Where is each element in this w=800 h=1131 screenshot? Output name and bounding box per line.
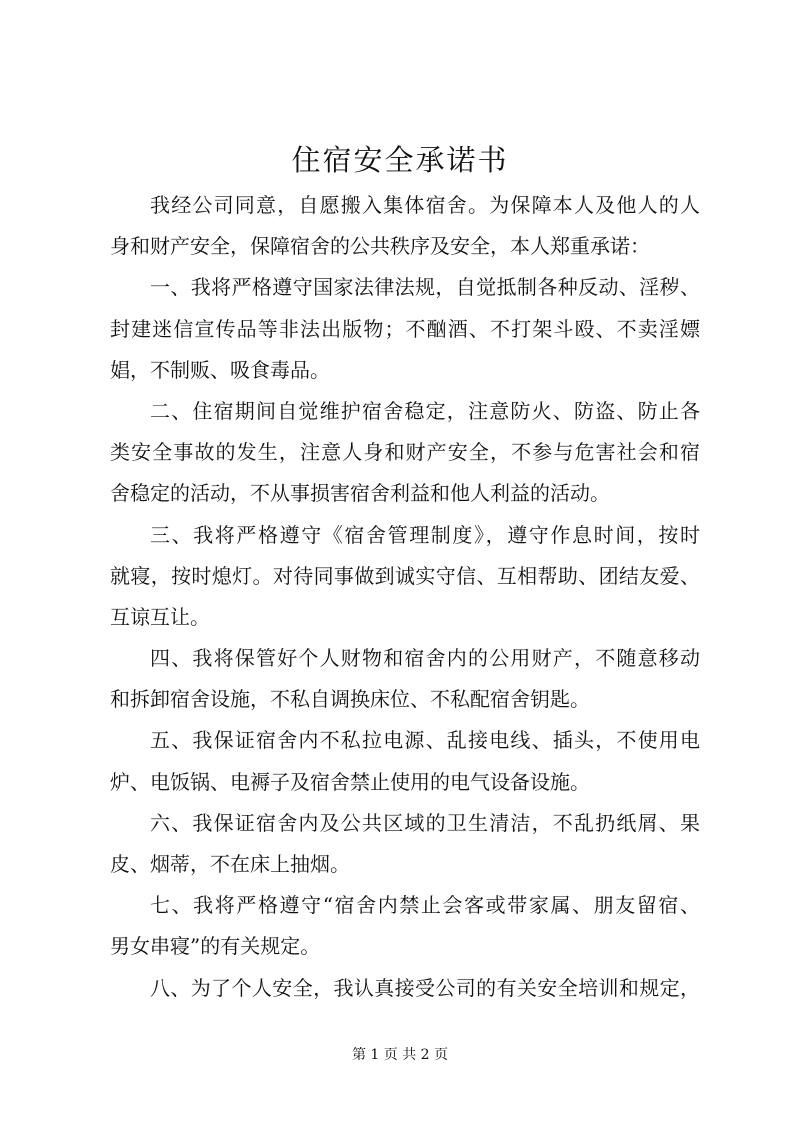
document-body (110, 185, 700, 1009)
text-line: 皮、烟蒂，不在床上抽烟。 (110, 852, 350, 876)
text-line: 炉、电饭锅、电褥子及宿舍禁止使用的电气设备设施。 (110, 769, 590, 794)
text-line: 八、为了个人安全，我认真接受公司的有关安全培训和规定， (150, 975, 700, 1000)
text-line: 身和财产安全，保障宿舍的公共秩序及安全，本人郑重承诺： (110, 234, 650, 259)
text-line: 男女串寝”的有关规定。 (110, 934, 321, 959)
text-line: 就寝，按时熄灯。对待同事做到诚实守信、互相帮助、团结友爱、 (110, 563, 700, 588)
text-line: 三、我将严格遵守《宿舍管理制度》，遵守作息时间，按时 (150, 522, 700, 547)
text-line: 我经公司同意，自愿搬入集体宿舍。为保障本人及他人的人 (150, 193, 700, 217)
text-line: 二、住宿期间自觉维护宿舍稳定，注意防火、防盗、防止各 (150, 398, 700, 423)
document-title: 住宿安全承诺书 (291, 143, 509, 177)
text-line: 四、我将保管好个人财物和宿舍内的公用财产，不随意移动 (150, 646, 700, 671)
text-line: 类安全事故的发生，注意人身和财产安全，不参与危害社会和宿 (110, 440, 700, 465)
page-footer: 第 1 页 共 2 页 (351, 1047, 449, 1063)
text-line: 封建迷信宣传品等非法出版物；不酗酒、不打架斗殴、不卖淫嫖 (110, 316, 700, 341)
text-line: 六、我保证宿舍内及公共区域的卫生清洁，不乱扔纸屑、果 (150, 810, 700, 835)
text-line: 七、我将严格遵守“宿舍内禁止会客或带家属、朋友留宿、 (150, 893, 700, 918)
text-line: 和拆卸宿舍设施，不私自调换床位、不私配宿舍钥匙。 (110, 687, 590, 712)
text-line: 舍稳定的活动，不从事损害宿舍利益和他人利益的活动。 (110, 481, 610, 506)
text-line: 娼，不制贩、吸食毒品。 (110, 357, 330, 382)
text-line: 互谅互让。 (110, 604, 210, 629)
text-line: 一、我将严格遵守国家法律法规，自觉抵制各种反动、淫秽、 (150, 275, 700, 300)
text-line: 五、我保证宿舍内不私拉电源、乱接电线、插头，不使用电 (150, 728, 700, 753)
